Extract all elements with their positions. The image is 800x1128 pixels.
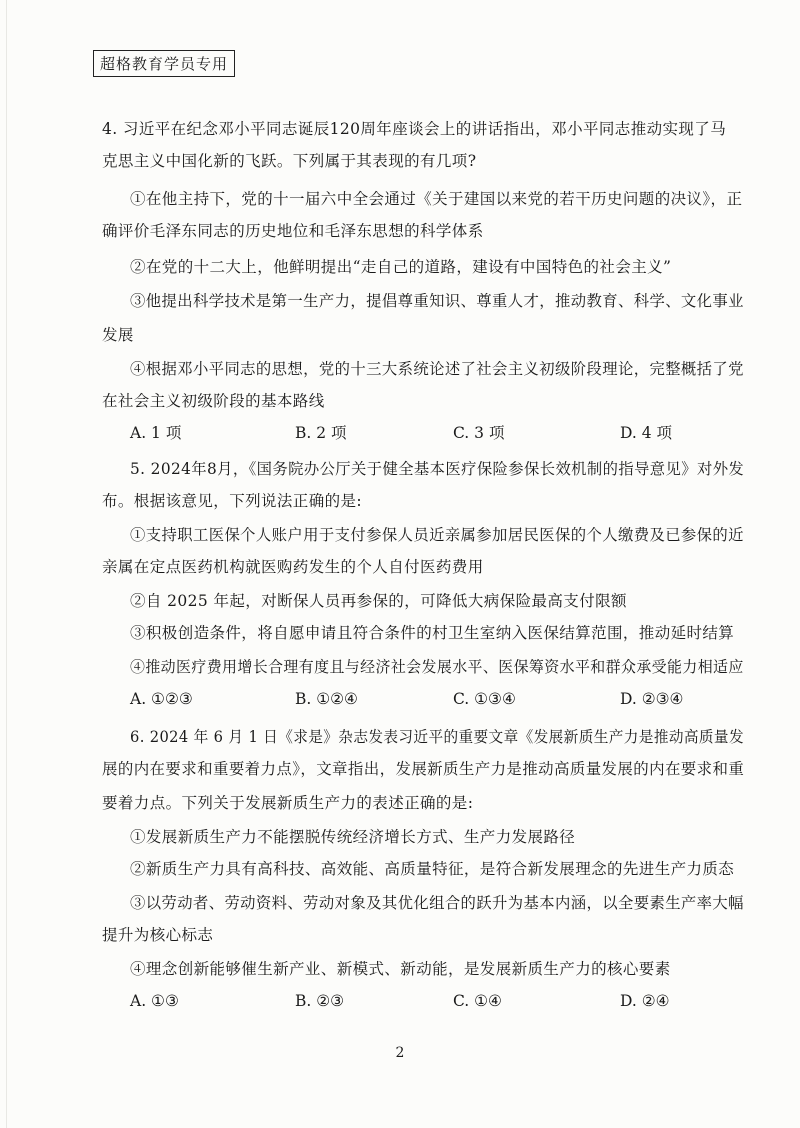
q5-option-a[interactable]: A. ①②③: [130, 690, 193, 708]
q6-item-4: ④理念创新能够催生新产业、新模式、新动能，是发展新质生产力的核心要素: [130, 960, 671, 978]
q5-option-d[interactable]: D. ②③④: [620, 690, 684, 708]
q4-item-3-line-2: 发展: [102, 326, 134, 344]
q6-item-1: ①发展新质生产力不能摆脱传统经济增长方式、生产力发展路径: [130, 828, 576, 846]
q5-item-3: ③积极创造条件，将自愿申请且符合条件的村卫生室纳入医保结算范围，推动延时结算: [130, 624, 735, 642]
q4-option-d[interactable]: D. 4 项: [620, 424, 673, 442]
q4-item-4-line-2: 在社会主义初级阶段的基本路线: [102, 392, 325, 410]
q6-option-c[interactable]: C. ①④: [453, 992, 502, 1010]
q6-item-2: ②新质生产力具有高科技、高效能、高质量特征，是符合新发展理念的先进生产力质态: [130, 860, 735, 878]
q5-item-2: ②自 2025 年起，对断保人员再参保的，可降低大病保险最高支付限额: [130, 592, 627, 610]
q6-item-3-line-2: 提升为核心标志: [102, 926, 214, 944]
q6-option-a[interactable]: A. ①③: [130, 992, 179, 1010]
q6-option-b[interactable]: B. ②③: [295, 992, 345, 1010]
q4-option-a[interactable]: A. 1 项: [130, 424, 182, 442]
q6-stem-line-3: 要着力点。下列关于发展新质生产力的表述正确的是:: [102, 794, 474, 812]
header-stamp: 超格教育学员专用: [93, 50, 235, 77]
q5-item-1-line-1: ①支持职工医保个人账户用于支付参保人员近亲属参加居民医保的个人缴费及已参保的近: [130, 526, 744, 544]
scan-edge: [6, 0, 7, 1128]
q6-stem-line-2: 展的内在要求和重要着力点》，文章指出，发展新质生产力是推动高质量发展的内在要求和重: [102, 760, 745, 778]
q6-option-d[interactable]: D. ②④: [620, 992, 670, 1010]
q5-stem-line-2: 布。根据该意见，下列说法正确的是:: [102, 492, 363, 510]
q4-stem-line-1: 4. 习近平在纪念邓小平同志诞辰120周年座谈会上的讲话指出，邓小平同志推动实现了马: [102, 120, 727, 138]
q4-item-4-line-1: ④根据邓小平同志的思想，党的十三大系统论述了社会主义初级阶段理论，完整概括了党: [130, 360, 744, 378]
q4-item-1-line-1: ①在他主持下，党的十一届六中全会通过《关于建国以来党的若干历史问题的决议》，正: [130, 190, 743, 208]
q4-stem-line-2: 克思主义中国化新的飞跃。下列属于其表现的有几项?: [102, 152, 477, 170]
q5-item-4: ④推动医疗费用增长合理有度且与经济社会发展水平、医保筹资水平和群众承受能力相适应: [130, 658, 744, 676]
q5-option-c[interactable]: C. ①③④: [453, 690, 516, 708]
q5-option-b[interactable]: B. ①②④: [295, 690, 358, 708]
q4-option-c[interactable]: C. 3 项: [453, 424, 505, 442]
q4-item-1-line-2: 确评价毛泽东同志的历史地位和毛泽东思想的科学体系: [102, 222, 484, 240]
q4-option-b[interactable]: B. 2 项: [295, 424, 347, 442]
q6-item-3-line-1: ③以劳动者、劳动资料、劳动对象及其优化组合的跃升为基本内涵，以全要素生产率大幅: [130, 894, 744, 912]
page-number: 2: [395, 1045, 405, 1061]
q6-stem-line-1: 6. 2024 年 6 月 1 日《求是》杂志发表习近平的重要文章《发展新质生产力是推动高质量发: [130, 728, 744, 746]
q5-stem-line-1: 5. 2024年8月，《国务院办公厅关于健全基本医疗保险参保长效机制的指导意见》对外发: [130, 460, 745, 478]
q4-item-2: ②在党的十二大上，他鲜明提出“走自己的道路，建设有中国特色的社会主义”: [130, 258, 672, 276]
q4-item-3-line-1: ③他提出科学技术是第一生产力，提倡尊重知识、尊重人才，推动教育、科学、文化事业: [130, 292, 744, 310]
q5-item-1-line-2: 亲属在定点医药机构就医购药发生的个人自付医药费用: [102, 558, 484, 576]
